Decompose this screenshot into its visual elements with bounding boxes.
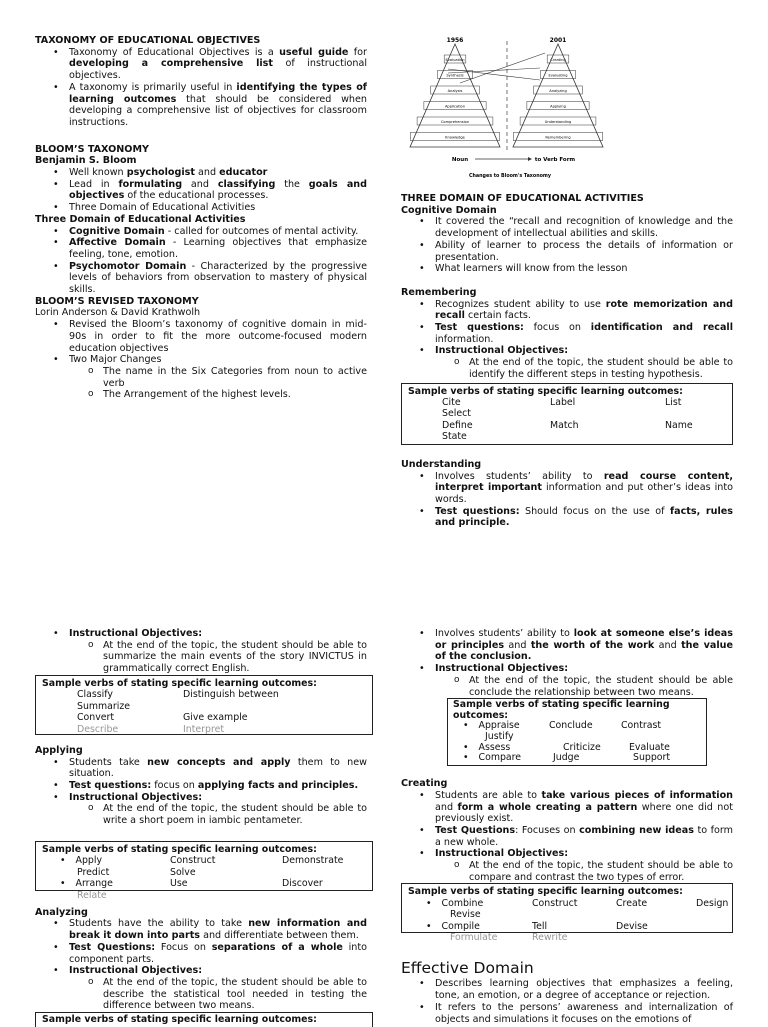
verb-cell [183, 701, 333, 712]
sub-list [435, 860, 733, 883]
revised-heading: BLOOM’S REVISED TAXONOMY [35, 295, 199, 307]
verb-cell: • Compile [426, 921, 532, 932]
verb-cell: Design [696, 897, 729, 909]
list-item: • Test questions: focus on identification and recall information. [435, 322, 733, 345]
list-item: • Test Questions: Focus on separations of a whole into component parts. [69, 942, 367, 965]
verb-cell-cut: Formulate [450, 932, 498, 944]
list-item: o At the end of the topic, the student should be able to identify the different steps in testing hypothesis. [469, 357, 733, 380]
remembering-list [401, 299, 733, 381]
sub-list [435, 357, 733, 380]
list-item: • It covered the “recall and recognition of knowledge and the development of intellectual abilities and skills. [435, 216, 733, 239]
pyramid-level-label: Analysis [447, 88, 463, 93]
list-item: • Psychomotor Domain - Characterized by the progressive levels of behaviors from observation to mastery of physical skills. [69, 261, 367, 296]
verb-cell: • Compare [463, 753, 549, 764]
pyramid-right-levels [513, 55, 602, 141]
right-column-top [401, 193, 733, 529]
year-2001-label: 2001 [549, 37, 567, 44]
figure-caption: Changes to Bloom's Taxonomy [468, 174, 552, 179]
verb-cell [282, 867, 392, 878]
creating-verbs-box [401, 883, 733, 944]
list-item: o At the end of the topic, the student should be able to summarize the main events of the story INVICTUS in grammatically correct English. [103, 640, 367, 675]
applying-heading: Applying [35, 744, 83, 756]
left-column-top [35, 35, 367, 401]
box-title: Sample verbs of stating specific learning outcomes: [408, 385, 683, 397]
verb-cell: Devise [616, 920, 648, 932]
list-item: • Affective Domain - Learning objectives that emphasize feeling, tone, emotion. [69, 237, 367, 260]
verb-cell: Use [170, 878, 188, 890]
list-item: • Cognitive Domain - called for outcomes of mental activity. [69, 226, 367, 238]
pyramid-level-label: Comprehension [440, 119, 470, 124]
applying-verbs-box [35, 841, 373, 901]
pyramid-level-label: Synthesis [446, 73, 464, 78]
list-item: o At the end of the topic, the student should be able conclude the relationship between two means. [469, 675, 733, 698]
list-item: • Instructional Objectives: o At the end of the topic, the student should be able to summarize the main events of the story INVICTUS in grammatically correct English. [69, 628, 367, 675]
verb-cell: Demonstrate [282, 855, 344, 867]
verb-cell: Convert [77, 712, 115, 724]
list-item: • Test questions: Should focus on the use of facts, rules and principle. [435, 506, 733, 529]
verb-cell [550, 408, 665, 419]
verb-cell-cut: Relate [77, 889, 107, 901]
list-item: • Revised the Bloom’s taxonomy of cognitive domain in mid-90s in order to fit the more outcome-focused modern education objectives [69, 319, 367, 354]
taxonomy-heading: TAXONOMY OF EDUCATIONAL OBJECTIVES [35, 35, 261, 46]
verb-cell: Conclude [549, 719, 593, 731]
list-item: • Instructional Objectives: o At the end of the topic, the student should be able to compare and contrast the two types of error. [435, 848, 733, 883]
list-item: • Describes learning objectives that emphasizes a feeling, tone, an emotion, or a degree of acceptance or rejection. [435, 978, 733, 1001]
analyzing-list [35, 918, 367, 1012]
verb-cell: Label [550, 397, 576, 409]
verb-cell: List [665, 397, 682, 409]
analyzing-verbs-box [35, 1012, 373, 1027]
list-item: o At the end of the topic, the student should be able to compare and contrast the two types of error. [469, 860, 733, 883]
understanding-verbs-box [35, 675, 373, 735]
three-domain-heading-caps: THREE DOMAIN OF EDUCATIONAL ACTIVITIES [401, 193, 644, 204]
revised-authors: Lorin Anderson & David Krathwolh [35, 307, 201, 319]
remembering-heading: Remembering [401, 286, 477, 298]
sub-list [69, 366, 367, 401]
remembering-verbs-box [401, 383, 733, 445]
list-item: • Instructional Objectives: o At the end of the topic, the student should be able to describe the statistical tool needed in testing the difference between two means. [69, 965, 367, 1012]
list-item: • Instructional Objectives: o At the end of the topic, the student should be able to write a short poem in iambic pentameter. [69, 792, 367, 827]
evaluating-list [401, 628, 733, 698]
list-item: o At the end of the topic, the student should be able to write a short poem in iambic pentameter. [103, 803, 367, 826]
box-title: Sample verbs of stating specific learning outcomes: [42, 677, 317, 689]
verb-cell: Construct [170, 855, 216, 867]
creating-list [401, 790, 733, 884]
verb-cell-cut: Rewrite [532, 932, 568, 944]
list-item: • Well known psychologist and educator [69, 167, 367, 179]
list-item: • Students are able to take various pieces of information and form a whole creating a pattern where one did not previously exist. [435, 790, 733, 825]
sub-list [69, 803, 367, 826]
list-item: o At the end of the topic, the student should be able to describe the statistical tool needed in testing the difference between two means. [103, 977, 367, 1012]
verb-cell: Distinguish between [183, 689, 279, 701]
list-item: • A taxonomy is primarily useful in identifying the types of learning outcomes that should be considered when developing a comprehensive list of objectives for classroom instructions. [69, 82, 367, 129]
understanding-list [401, 471, 733, 530]
right-column-bottom [401, 628, 733, 1025]
analyzing-heading: Analyzing [35, 906, 88, 918]
verb-cell: • Apply [60, 855, 170, 866]
pyramid-left-levels [410, 55, 499, 141]
bloom-list [35, 167, 367, 214]
verb-cell: Summarize [77, 700, 131, 712]
verb-cell: Evaluate [629, 741, 670, 753]
noun-label: Noun [451, 157, 469, 163]
verb-cell: Give example [183, 712, 248, 724]
pyramid-level-label: Creating [550, 57, 566, 62]
verb-cell: Contrast [621, 719, 662, 731]
list-item: • Involves students’ ability to look at someone else’s ideas or principles and the worth of the work and the value of the conclusion. [435, 628, 733, 663]
pyramid-level-label: Analyzing [549, 88, 567, 93]
list-item: o The name in the Six Categories from noun to active verb [103, 366, 367, 389]
bloom-author: Benjamin S. Bloom [35, 155, 137, 167]
bloom-heading: BLOOM’S TAXONOMY [35, 143, 149, 155]
understanding-objectives-list [35, 628, 367, 675]
list-item: • Students take new concepts and apply them to new situation. [69, 757, 367, 780]
verb-cell: Classify [77, 689, 113, 701]
verb-cell: • Arrange [60, 878, 170, 889]
verb-cell: Revise [450, 909, 481, 921]
year-1956-label: 1956 [446, 37, 464, 44]
list-item: • Three Domain of Educational Activities [69, 202, 367, 214]
verb-cell: Solve [170, 866, 196, 878]
cognitive-domain-heading: Cognitive Domain [401, 204, 497, 216]
box-title: Sample verbs of stating specific learning outcomes: [453, 699, 670, 721]
sub-list [435, 675, 733, 698]
understanding-heading: Understanding [401, 458, 482, 470]
left-column-bottom [35, 628, 367, 1027]
list-item: • Recognizes student ability to use rote memorization and recall certain facts. [435, 299, 733, 322]
pyramid-level-label: Application [444, 104, 466, 109]
applying-list [35, 757, 367, 827]
list-item: • Lead in formulating and classifying the goals and objectives of the educational processes. [69, 179, 367, 202]
list-item: • Ability of learner to process the details of information or presentation. [435, 240, 733, 263]
bloom-taxonomy-figure [400, 35, 620, 185]
list-item: • It refers to the persons’ awareness and internalization of objects and simulations it focuses on the emotions of [435, 1002, 733, 1025]
verb-cell: Cite [442, 397, 461, 409]
effective-domain-heading: Effective Domain [401, 959, 534, 978]
verb-cell: Define [442, 419, 473, 431]
list-item: • Students have the ability to take new information and break it down into parts and differentiate between them. [69, 918, 367, 941]
cognitive-list [401, 216, 733, 275]
verb-cell: State [442, 431, 467, 443]
verb-cell: Justify [485, 730, 514, 742]
verb-cell: Criticize [563, 741, 601, 753]
verb-cell: Construct [532, 897, 578, 909]
verb-cell: Match [550, 419, 579, 431]
list-item: • Involves students’ ability to read course content, interpret important information and put other’s ideas into words. [435, 471, 733, 506]
taxonomy-list [35, 47, 367, 129]
verb-cell: • Appraise [463, 721, 549, 732]
sub-list [69, 977, 367, 1012]
effective-list [401, 978, 733, 1025]
list-item: • Instructional Objectives: o At the end of the topic, the student should be able to identify the different steps in testing hypothesis. [435, 345, 733, 380]
pyramid-level-label: Remembering [545, 135, 571, 140]
verb-cell: Tell [532, 920, 548, 932]
verb-cell: Judge [553, 752, 580, 764]
list-item: • Taxonomy of Educational Objectives is a useful guide for developing a comprehensive list of instructional objectives. [69, 47, 367, 82]
pyramid-level-label: Evaluating [548, 73, 568, 78]
verb-cell: Select [442, 408, 471, 420]
list-item: • Two Major Changes o The name in the Six Categories from noun to active verb o The Arrangement of the highest levels. [69, 354, 367, 401]
verb-cell-cut: Interpret [183, 723, 225, 735]
pyramid-level-label: Knowledge [445, 135, 465, 140]
pyramid-level-label: Evaluation [445, 57, 465, 62]
list-item: • Instructional Objectives: o At the end of the topic, the student should be able conclude the relationship between two means. [435, 663, 733, 698]
box-title: Sample verbs of stating specific learning outcomes: [408, 886, 683, 898]
verb-cell: • Assess [463, 743, 549, 754]
verb-cell: Predict [77, 866, 110, 878]
verb-label: to Verb Form [534, 157, 576, 163]
box-title: Sample verbs of stating specific learning outcomes: [42, 1014, 317, 1026]
list-item: o The Arrangement of the highest levels. [103, 389, 367, 401]
sub-list [69, 640, 367, 675]
list-item: • Test questions: focus on applying facts and principles. [69, 780, 367, 792]
creating-heading: Creating [401, 778, 448, 790]
domain-list [35, 226, 367, 296]
three-domain-heading: Three Domain of Educational Activities [35, 213, 246, 225]
verb-cell: Support [633, 752, 671, 764]
revised-list [35, 319, 367, 401]
list-item: • Test Questions: Focuses on combining new ideas to form a new whole. [435, 825, 733, 848]
list-item: • What learners will know from the lesson [435, 263, 733, 275]
box-title: Sample verbs of stating specific learning outcomes: [42, 843, 317, 855]
verb-cell [665, 408, 745, 419]
verb-cell-cut: Describe [77, 723, 119, 735]
verb-cell: Name [665, 419, 693, 431]
pyramid-level-label: Applying [550, 104, 566, 109]
verb-cell: • Combine [426, 898, 532, 909]
pyramid-level-label: Understanding [544, 119, 572, 124]
evaluating-verbs-box [447, 698, 707, 766]
verb-cell: Discover [282, 878, 323, 890]
verb-cell: Create [616, 897, 648, 909]
